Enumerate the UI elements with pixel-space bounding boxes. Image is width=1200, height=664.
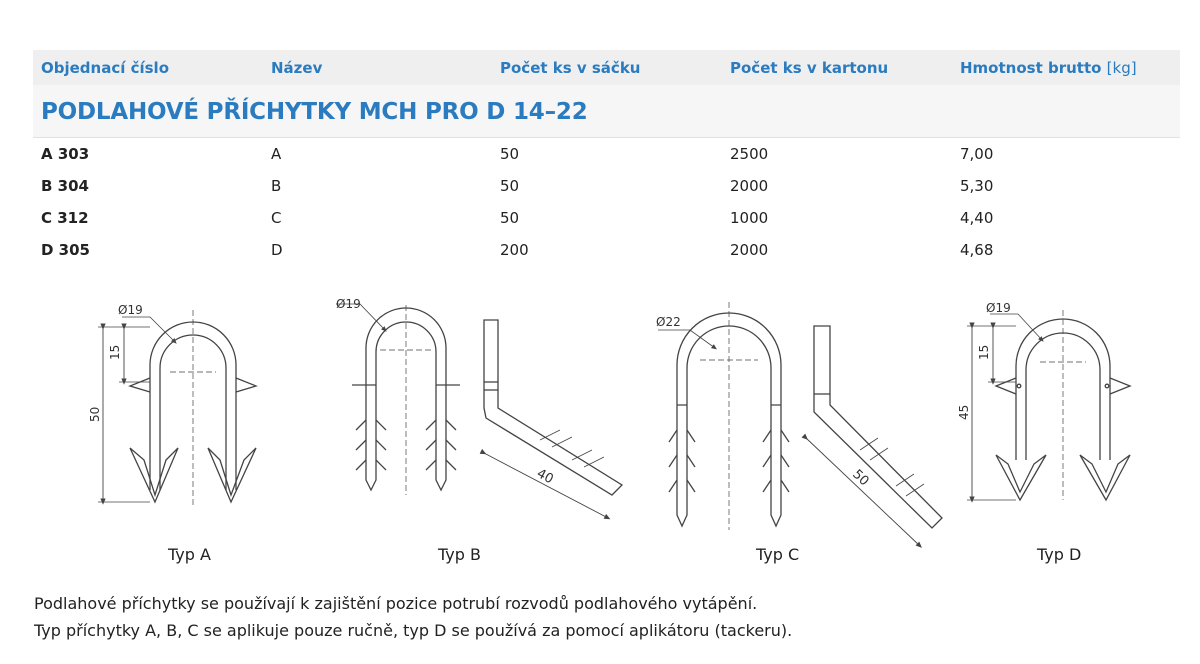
table-row <box>33 202 1180 234</box>
row-name: C <box>271 209 282 227</box>
row-code: C 312 <box>41 209 89 227</box>
row-bag: 50 <box>500 177 520 195</box>
section-band <box>33 85 1180 138</box>
typ-b-label: Typ B <box>438 545 481 564</box>
row-code: B 304 <box>41 177 89 195</box>
typ-d-label: Typ D <box>1037 545 1082 564</box>
header-gross-weight-unit: [kg] <box>1106 59 1137 77</box>
row-carton: 1000 <box>730 209 769 227</box>
section-title: PODLAHOVÉ PŘÍCHYTKY MCH PRO D 14–22 <box>41 99 588 125</box>
typ-b-diameter: Ø19 <box>336 297 361 311</box>
typ-a-label: Typ A <box>168 545 211 564</box>
row-weight: 7,00 <box>960 145 994 163</box>
header-pcs-per-carton: Počet ks v kartonu <box>730 59 889 77</box>
typ-a-dim-height: 50 <box>88 406 102 422</box>
header-gross-weight <box>960 50 1137 85</box>
row-weight: 5,30 <box>960 177 994 195</box>
row-name: B <box>271 177 282 195</box>
drawing-typ-c-front <box>658 302 789 530</box>
row-bag: 200 <box>500 241 529 259</box>
typ-a-dim-top: 15 <box>108 344 122 360</box>
row-code: A 303 <box>41 145 90 163</box>
drawing-typ-a <box>98 310 256 505</box>
row-carton: 2500 <box>730 145 769 163</box>
header-pcs-per-bag: Počet ks v sáčku <box>500 59 641 77</box>
typ-d-diameter: Ø19 <box>986 301 1011 315</box>
drawing-typ-b-front <box>336 304 460 495</box>
header-order-number: Objednací číslo <box>41 59 170 77</box>
row-bag: 50 <box>500 145 520 163</box>
table-row <box>33 138 1180 170</box>
typ-b-dim-length: 40 <box>534 466 556 488</box>
typ-c-diameter: Ø22 <box>656 315 681 329</box>
typ-d-dim-height: 45 <box>957 404 971 420</box>
typ-a-diameter: Ø19 <box>118 303 143 317</box>
row-bag: 50 <box>500 209 520 227</box>
drawing-typ-d <box>967 310 1130 500</box>
row-carton: 2000 <box>730 177 769 195</box>
typ-d-dim-top: 15 <box>977 344 991 360</box>
row-name: D <box>271 241 283 259</box>
note-line-1: Podlahové příchytky se používají k zajištění pozice potrubí rozvodů podlahového vytápění. <box>34 594 758 613</box>
row-weight: 4,40 <box>960 209 994 227</box>
typ-c-label: Typ C <box>756 545 800 564</box>
row-weight: 4,68 <box>960 241 994 259</box>
table-row <box>33 170 1180 202</box>
row-carton: 2000 <box>730 241 769 259</box>
header-name: Název <box>271 59 323 77</box>
row-name: A <box>271 145 282 163</box>
drawing-typ-b-side <box>484 320 622 518</box>
note-line-2: Typ příchytky A, B, C se aplikuje pouze ručně, typ D se používá za pomocí aplikátoru (tackeru). <box>34 621 793 640</box>
technical-drawings <box>0 290 1200 580</box>
row-code: D 305 <box>41 241 90 259</box>
table-row <box>33 234 1180 266</box>
drawing-typ-c-side <box>806 326 942 546</box>
table-header <box>33 50 1180 85</box>
header-gross-weight-label: Hmotnost brutto <box>960 59 1102 77</box>
typ-c-dim-length: 50 <box>849 466 872 490</box>
